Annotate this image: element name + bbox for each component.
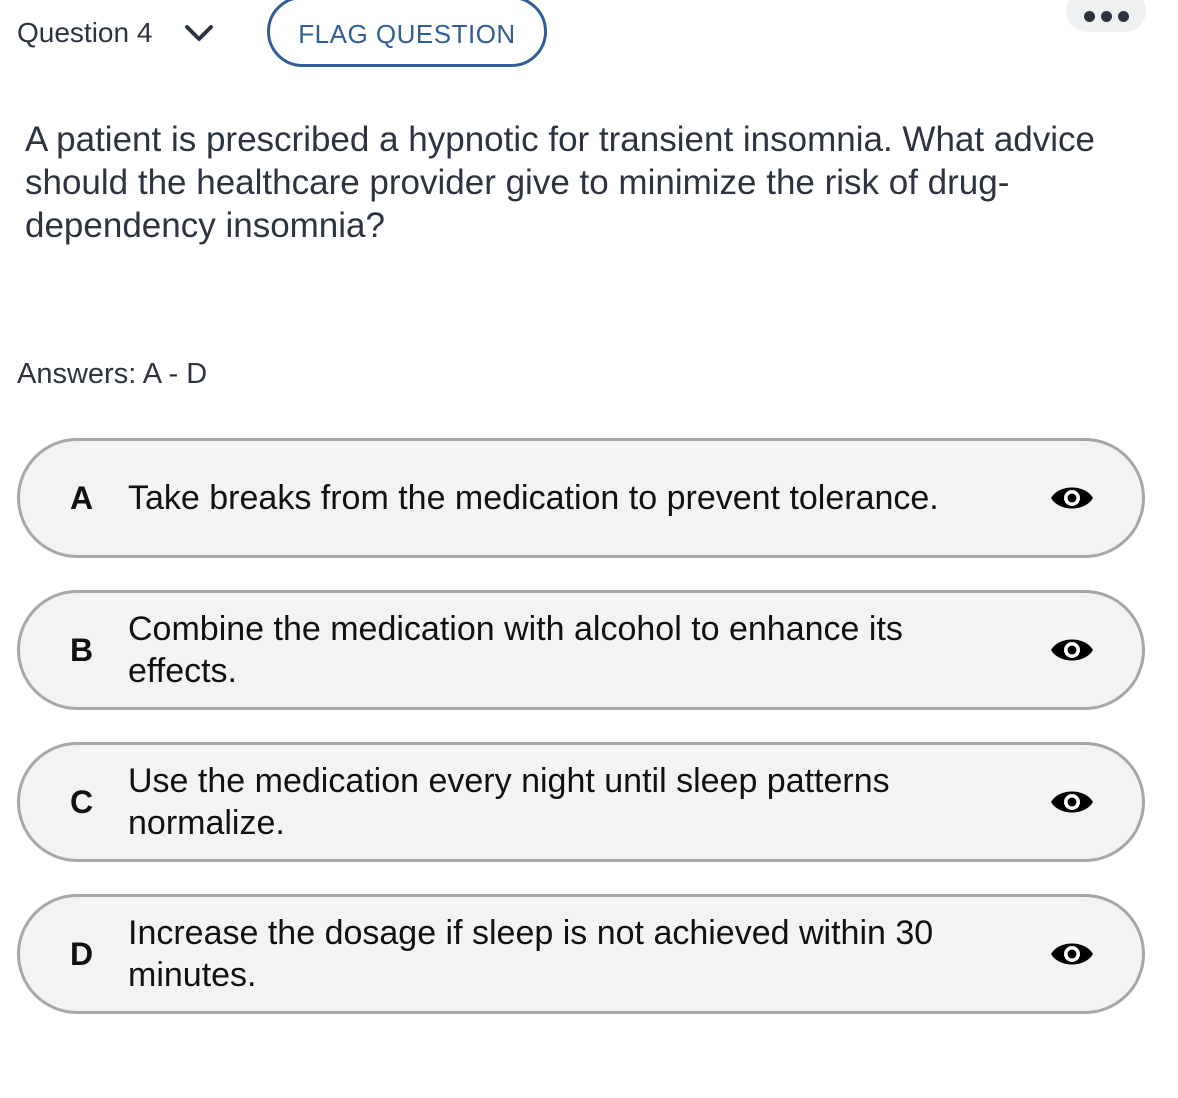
answer-option-a[interactable]	[17, 438, 1145, 558]
more-options-button[interactable]	[1066, 0, 1146, 32]
option-letter: D	[70, 935, 94, 972]
more-dot-icon	[1118, 11, 1129, 22]
question-selector[interactable]	[17, 14, 214, 52]
option-text: Increase the dosage if sleep is not achieved within 30 minutes.	[128, 914, 934, 994]
answer-option-d[interactable]	[17, 894, 1145, 1014]
eye-icon[interactable]	[1049, 787, 1095, 817]
more-dot-icon	[1101, 11, 1112, 22]
option-text: Use the medication every night until sleep patterns normalize.	[128, 762, 890, 842]
option-letter: A	[70, 479, 94, 516]
chevron-down-icon[interactable]	[184, 23, 214, 43]
flag-question-button[interactable]: FLAG QUESTION	[267, 0, 547, 67]
answer-option-c[interactable]	[17, 742, 1145, 862]
answers-label: Answers: A - D	[17, 358, 208, 390]
header	[0, 0, 1178, 80]
eye-icon[interactable]	[1049, 635, 1095, 665]
option-letter: B	[70, 631, 94, 668]
question-number: Question 4	[17, 17, 153, 48]
answer-option-b[interactable]	[17, 590, 1145, 710]
eye-icon[interactable]	[1049, 483, 1095, 513]
more-dot-icon	[1084, 11, 1095, 22]
question-text: A patient is prescribed a hypnotic for transient insomnia. What advice should the healthcare provider give to minimize the risk of drug-dependency insomnia?	[25, 120, 1095, 245]
option-letter: C	[70, 783, 94, 820]
option-text: Combine the medication with alcohol to enhance its effects.	[128, 610, 903, 690]
option-text: Take breaks from the medication to prevent tolerance.	[128, 479, 939, 517]
eye-icon[interactable]	[1049, 939, 1095, 969]
